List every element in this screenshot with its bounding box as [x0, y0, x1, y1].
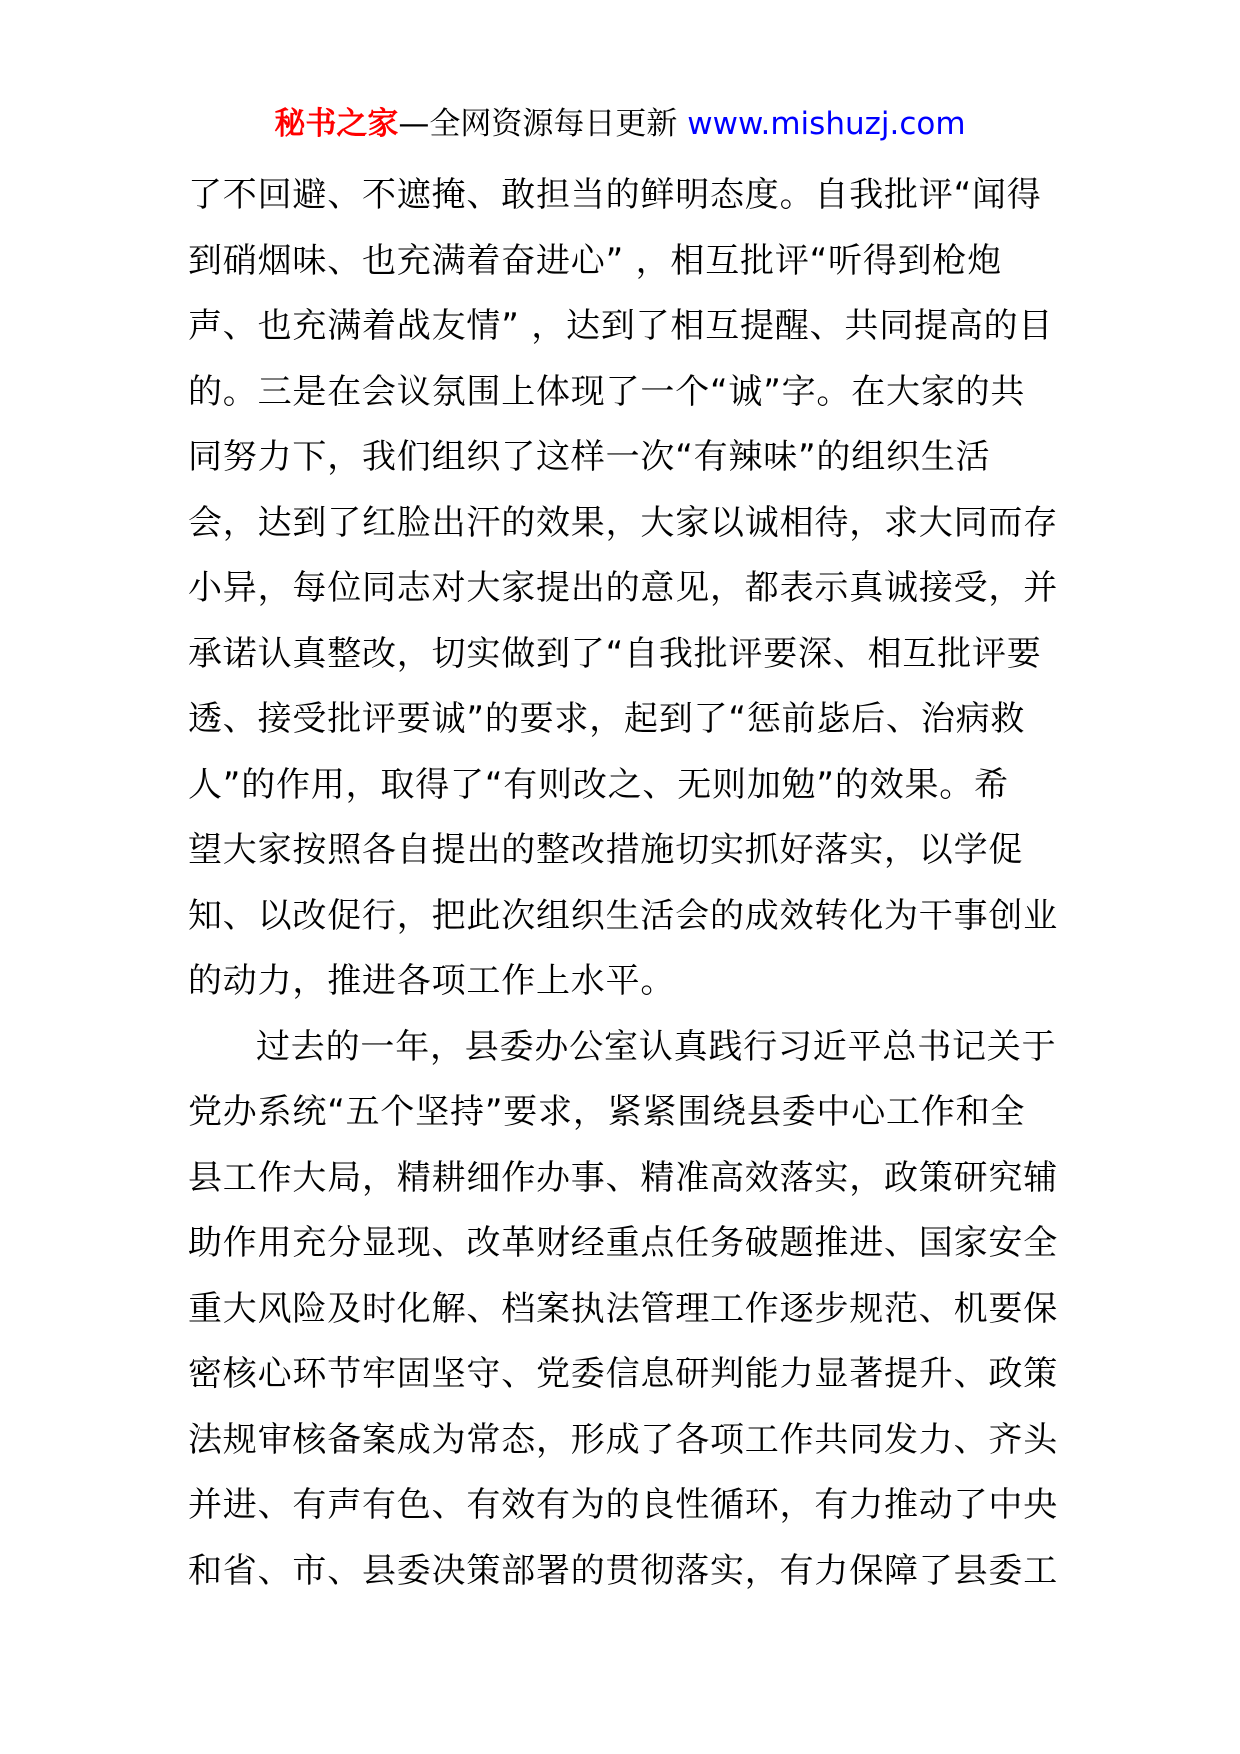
- text-line: 的。三是在会议氛围上体现了一个“诚”字。在大家的共: [188, 371, 1026, 412]
- text-line: 重大风险及时化解、档案执法管理工作逐步规范、机要保: [188, 1288, 1058, 1329]
- text-line: 承诺认真整改，切实做到了“自我批评要深、相互批评要: [188, 633, 1042, 674]
- text-line: 望大家按照各自提出的整改措施切实抓好落实，以学促: [188, 830, 1024, 870]
- site-tagline: —全网资源每日更新: [398, 106, 688, 142]
- text-line: 并进、有声有色、有效有为的良性循环，有力推动了中央: [188, 1485, 1058, 1525]
- text-line: 县工作大局，精耕细作办事、精准高效落实，政策研究辅: [188, 1157, 1058, 1198]
- text-line: 和省、市、县委决策部署的贯彻落实，有力保障了县委工: [188, 1550, 1058, 1591]
- text-line: 密核心环节牢固坚守、党委信息研判能力显著提升、政策: [188, 1354, 1058, 1394]
- document-body: [188, 163, 1058, 1604]
- site-url-link[interactable]: www.mishuzj.com: [687, 106, 966, 142]
- site-header: [0, 100, 1240, 148]
- text-line: 的动力，推进各项工作上水平。: [188, 961, 676, 1001]
- text-line: 了不回避、不遮掩、敢担当的鲜明态度。自我批评“闻得: [188, 175, 1042, 215]
- text-line: 到硝烟味、也充满着奋进心” ，相互批评“听得到枪炮: [188, 240, 1003, 281]
- site-brand: 秘书之家: [274, 106, 399, 142]
- text-line: 透、接受批评要诚”的要求，起到了“惩前毖后、治病救: [188, 699, 1026, 739]
- text-line: 党办系统“五个坚持”要求，紧紧围绕县委中心工作和全: [188, 1092, 1026, 1132]
- paragraph-start-line: 过去的一年，县委办公室认真践行习近平总书记关于: [256, 1026, 1057, 1067]
- text-line: 声、也充满着战友情” ，达到了相互提醒、共同提高的目: [188, 306, 1054, 346]
- text-line: 知、以改促行，把此次组织生活会的成效转化为干事创业: [188, 895, 1058, 936]
- text-line: 法规审核备案成为常态，形成了各项工作共同发力、齐头: [188, 1419, 1058, 1460]
- text-line: 小异，每位同志对大家提出的意见，都表示真诚接受，并: [188, 568, 1058, 608]
- text-line: 助作用充分显现、改革财经重点任务破题推进、国家安全: [188, 1223, 1058, 1263]
- text-line: 人”的作用，取得了“有则改之、无则加勉”的效果。希: [188, 764, 1009, 805]
- text-line: 同努力下，我们组织了这样一次“有辣味”的组织生活: [188, 437, 991, 477]
- text-line: 会，达到了红脸出汗的效果，大家以诚相待，求大同而存: [188, 502, 1058, 543]
